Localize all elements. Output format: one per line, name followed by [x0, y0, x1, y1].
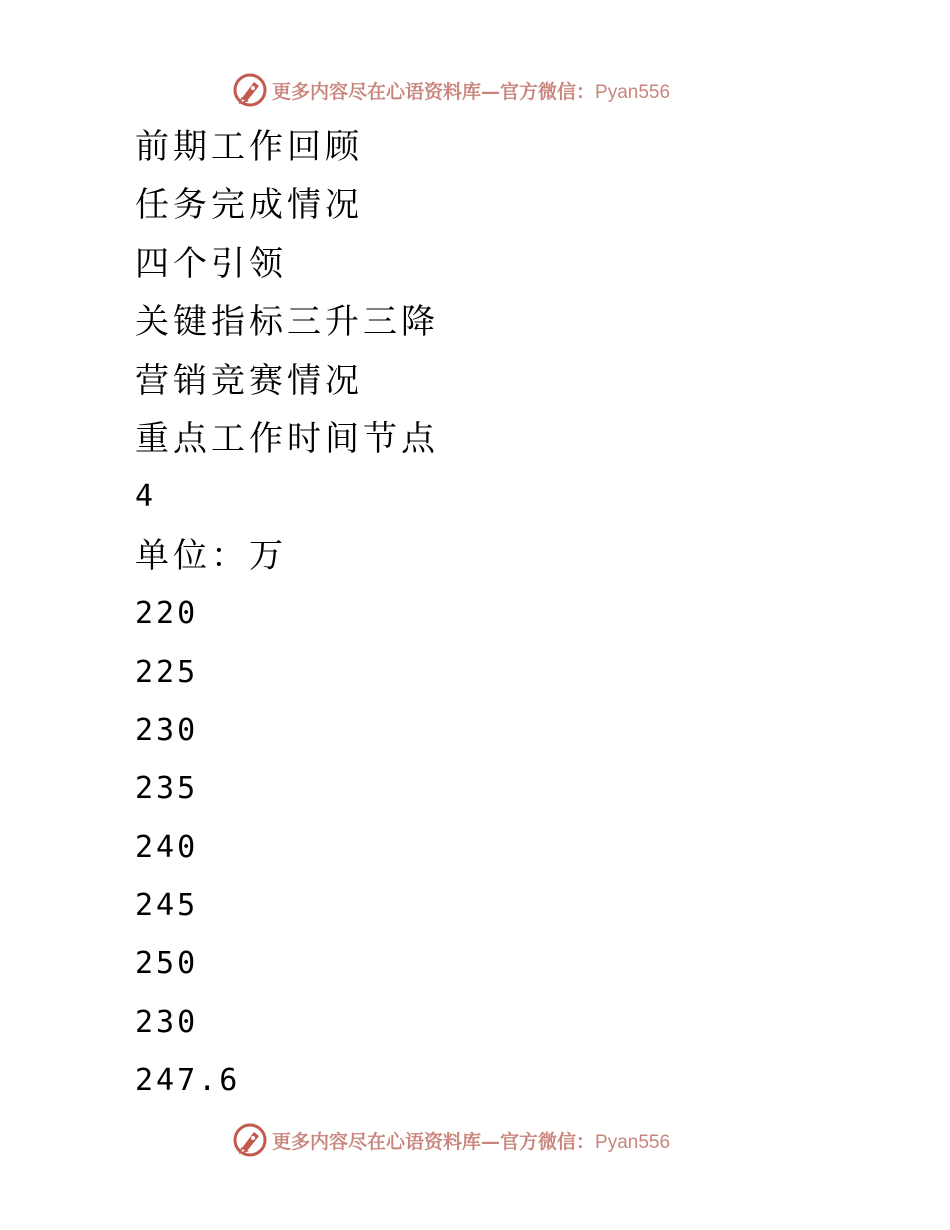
- text-line: 230: [135, 712, 199, 748]
- text-line: 240: [135, 829, 199, 865]
- text-line: 225: [135, 654, 199, 690]
- text-line: 230: [135, 1004, 199, 1040]
- watermark-wechat-id: Pyan556: [595, 81, 671, 103]
- watermark-text: 更多内容尽在心语资料库—官方微信：Pyan556: [272, 80, 671, 103]
- text-line: 四个引领: [135, 243, 287, 284]
- watermark-banner-bottom: [232, 1120, 712, 1160]
- watermark-banner-top: [232, 70, 712, 110]
- pen-nib-logo-icon: [232, 72, 268, 108]
- text-line: 245: [135, 888, 199, 924]
- watermark-wechat-id: Pyan556: [595, 1131, 671, 1153]
- text-line: 单位：万: [135, 535, 287, 576]
- document-body: [135, 118, 835, 1111]
- text-line: 任务完成情况: [135, 185, 363, 226]
- text-line: 营销竞赛情况: [135, 360, 363, 401]
- text-line: 247.6: [135, 1063, 241, 1099]
- text-line: 关键指标三升三降: [135, 302, 439, 343]
- text-line: 220: [135, 596, 199, 632]
- watermark-text: 更多内容尽在心语资料库—官方微信：Pyan556: [272, 1130, 671, 1153]
- text-line: 重点工作时间节点: [135, 418, 439, 459]
- text-line: 235: [135, 771, 199, 807]
- text-line: 前期工作回顾: [135, 127, 363, 167]
- text-line: 4: [135, 479, 157, 515]
- text-line: 250: [135, 946, 199, 982]
- pen-nib-logo-icon: [232, 1122, 268, 1158]
